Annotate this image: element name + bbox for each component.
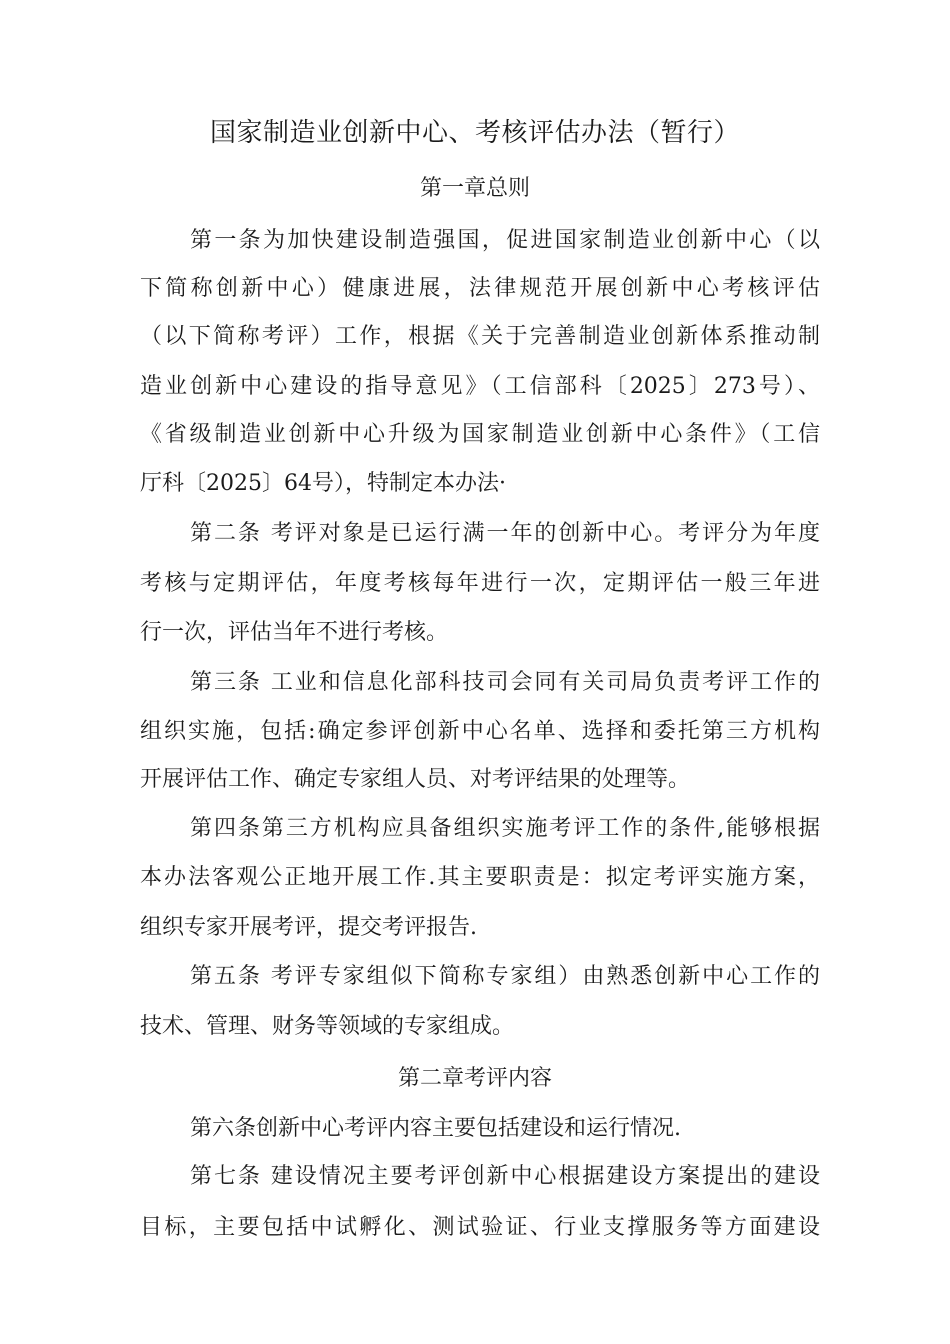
paragraph-line: 行一次，评估当年不进行考核。 [140, 620, 449, 645]
paragraph-line: 开展评估工作、确定专家组人员、对考评结果的处理等。 [140, 767, 691, 792]
paragraph-line: 《省级制造业创新中心升级为国家制造业创新中心条件》（工信 [140, 422, 820, 447]
paragraph-line: 技术、管理、财务等领域的专家组成。 [140, 1014, 515, 1039]
paragraph-line: 第六条创新中心考评内容主要包括建设和运行情况. [190, 1116, 681, 1141]
paragraph-line: （以下简称考评）工作，根据《关于完善制造业创新体系推动制 [140, 324, 820, 349]
document-title: 国家制造业创新中心、考核评估办法（暂行） [209, 118, 740, 148]
paragraph-line: 第三条 工业和信息化部科技司会同有关司局负责考评工作的 [190, 670, 820, 695]
chapter-heading-1: 第一章总则 [419, 176, 530, 201]
paragraph-line: 厅科〔2025〕64号），特制定本办法· [140, 471, 506, 496]
paragraph-line: 本办法客观公正地开展工作.其主要职责是：拟定考评实施方案， [140, 865, 820, 890]
paragraph-line: 造业创新中心建设的指导意见》（工信部科〔2025〕273号）、 [140, 374, 820, 399]
paragraph-line: 考核与定期评估，年度考核每年进行一次，定期评估一般三年进 [140, 571, 820, 596]
paragraph-line: 第四条第三方机构应具备组织实施考评工作的条件,能够根据 [190, 816, 820, 841]
paragraph-line: 第五条 考评专家组似下简称专家组）由熟悉创新中心工作的 [190, 964, 820, 989]
paragraph-line: 第二条 考评对象是已运行满一年的创新中心。考评分为年度 [190, 521, 820, 546]
paragraph-line: 下简称创新中心）健康进展，法律规范开展创新中心考核评估 [140, 276, 820, 301]
paragraph-line: 目标，主要包括中试孵化、测试验证、行业支撑服务等方面建设 [140, 1215, 820, 1240]
chapter-heading-2: 第二章考评内容 [397, 1066, 552, 1091]
paragraph-line: 第一条为加快建设制造强国，促进国家制造业创新中心（以 [190, 228, 820, 253]
paragraph-line: 第七条 建设情况主要考评创新中心根据建设方案提出的建设 [190, 1164, 820, 1189]
paragraph-line: 组织实施，包括:确定参评创新中心名单、选择和委托第三方机构 [140, 719, 820, 744]
paragraph-line: 组织专家开展考评，提交考评报告. [140, 915, 477, 940]
